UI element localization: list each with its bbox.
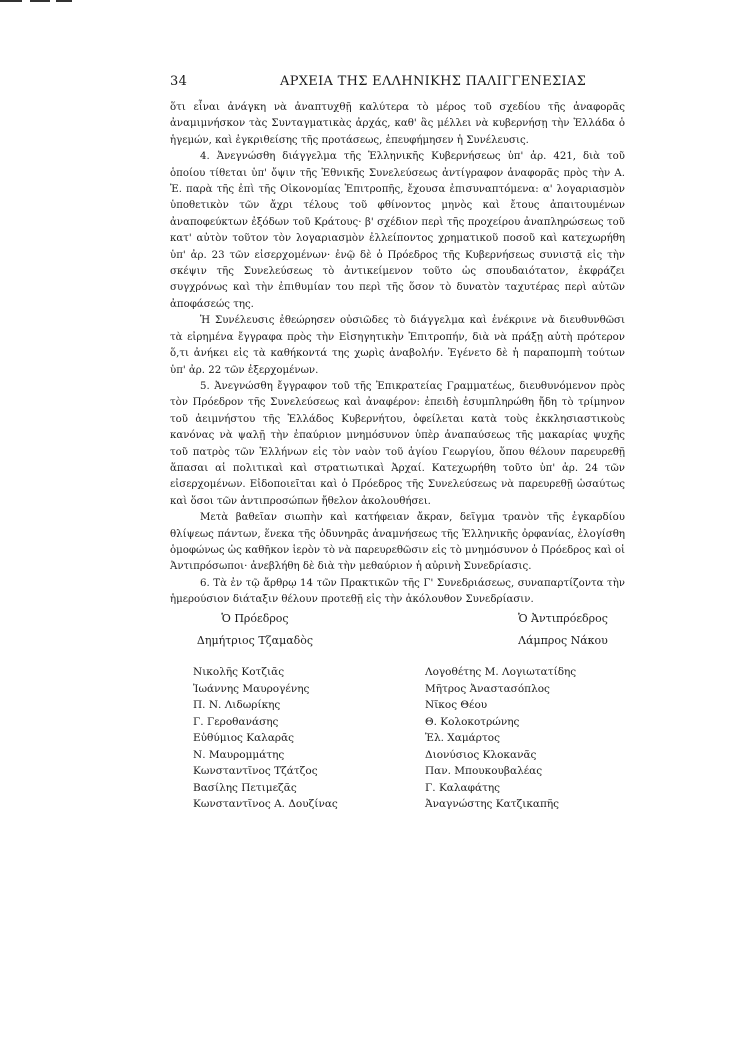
page-number: 34: [170, 74, 188, 89]
vice-president-signature: [488, 608, 638, 652]
paragraph: 4. Ἀνεγνώσθη διάγγελμα τῆς Ἑλληνικῆς Κυβερνήσεως ὑπ' ἀρ. 421, διὰ τοῦ ὁποίου τίθεται ὑπ' ὄψιν τῆς Ἐθνικῆς Συνελεύσεως ἀντίγραφον ἀναφορᾶς πρὸς τὴν Α. Ἐ. παρὰ τῆς ἐπὶ τῆς Οἰκονομίας Ἐπιτροπῆς, ἔχουσα ἐπισυναπτόμενα: α' λογαριασμὸν ὑποθετικὸν τῶν ἄχρι τέλους τοῦ φθίνοντος μηνὸς καὶ ἔτους ἀπαιτουμένων ἀναποφεύκτων ἐξόδων τοῦ Κράτους· β' σχέδιον περὶ τῆς προχείρου ἀναπληρώσεως τοῦ κατ' αὐτὸν τοῦτον τὸν λογαριασμὸν ἐλλείποντος χρηματικοῦ ποσοῦ καὶ κατεχωρήθη ὑπ' ἀρ. 23 τῶν εἰσερχομένων· ἐνῷ δὲ ὁ Πρόεδρος τῆς Κυβερνήσεως συνιστᾷ εἰς τὴν σκέψιν τῆς Συνελεύσεως τὸ ἀντικείμενον τοῦτο ὡς σπουδαιότατον, ἐκφράζει συγχρόνως καὶ τὴν ἐπιθυμίαν του περὶ τῆς ὅσον τὸ δυνατὸν ταχυτέρας περὶ αὐτῶν ἀποφάσεώς της.: [170, 151, 625, 310]
body-text: [170, 100, 625, 609]
signatory-name: Νῖκος Θέου: [425, 699, 488, 711]
signatory-name: Θ. Κολοκοτρώνης: [425, 715, 520, 728]
signatories-left: [193, 664, 338, 813]
paragraph: Μετὰ βαθεῖαν σιωπὴν καὶ κατήφειαν ἄκραν, δεῖγμα τρανὸν τῆς ἐγκαρδίου θλίψεως πάντων, ἕνεκα τῆς ὀδυνηρᾶς ἀναμνήσεως τῆς Ἑλληνικῆς ὀρφανίας, ἐλογίσθη ὁμοφώνως ὡς καθῆκον ἱερὸν τὸ νὰ παρευρεθῶσιν εἰς τὸ μνημόσυνον ὁ Πρόεδρος καὶ οἱ Ἀντιπρόσωποι· ἀνεβλήθη δὲ διὰ τὴν μεθαύριον ἡ αὐρινὴ Συνεδρίασις.: [170, 512, 625, 573]
signatory-name: Κωνσταντῖνος Τζάτζος: [193, 765, 318, 777]
paragraph: 5. Ἀνεγνώσθη ἔγγραφον τοῦ τῆς Ἐπικρατείας Γραμματέως, διευθυνόμενον πρὸς τὸν Πρόεδρον τῆς Συνελεύσεως καὶ ἀναφέρον: ἐπειδὴ ἐσυμπληρώθη ἤδη τὸ τρίμηνον τοῦ ἀειμνήστου τῆς Ἑλλάδος Κυβερνήτου, ὀφείλεται κατὰ τοὺς ἐκκλησιαστικοὺς κανόνας νὰ ψαλῇ τὴν ἐπαύριον μνημόσυνον ὑπὲρ ἀναπαύσεως τῆς μακαρίας ψυχῆς τοῦ πατρὸς τῶν Ἑλλήνων εἰς τὸν ναὸν τοῦ ἁγίου Γεωργίου, ὅπου θέλουν παρευρεθῇ ἅπασαι αἱ πολιτικαὶ καὶ στρατιωτικαὶ Ἀρχαί. Κατεχωρήθη τοῦτο ὑπ' ἀρ. 24 τῶν εἰσερχομένων. Εἰδοποιεῖται καὶ ὁ Πρόεδρος τῆς Συνελεύσεως νὰ παρευρεθῇ ὡσαύτως καὶ ὅσοι τῶν ἀντιπροσώπων ἤθελον ἀκολουθήσει.: [170, 380, 625, 507]
paragraph: 6. Τὰ ἐν τῷ ἄρθρῳ 14 τῶν Πρακτικῶν τῆς Γ' Συνεδριάσεως, συναπαρτίζοντα τὴν ἡμερούσιον διάταξιν θέλουν προτεθῇ εἰς τὴν ἀκόλουθον Συνεδρίασιν.: [170, 577, 625, 606]
signatory-name: Ἐλ. Χαμάρτος: [425, 732, 500, 744]
signatory-name: Νικολῆς Κοτζιᾶς: [193, 666, 285, 678]
scan-edge-mark: [30, 0, 50, 2]
paragraph: Ἡ Συνέλευσις ἐθεώρησεν οὐσιῶδες τὸ διάγγελμα καὶ ἐνέκρινε νὰ διευθυνθῶσι τὰ εἰρημένα ἔγγραφα πρὸς τὴν Εἰσηγητικὴν Ἐπιτροπήν, διὰ νὰ πράξῃ αὐτὴ πρότερον ὅ,τι ἀνήκει εἰς τὰ καθήκοντά της χωρὶς ἀναβολήν. Ἐγένετο δὲ ἡ παραπομπὴ τούτων ὑπ' ἀρ. 22 τῶν ἐξερχομένων.: [170, 315, 625, 376]
president-name: Δημήτριος Τζαμαδὸς: [196, 634, 314, 647]
signatory-name: Γ. Καλαφάτης: [425, 781, 501, 794]
signatory-name: Ν. Μαυρομμάτης: [193, 748, 285, 761]
signatories-right: [425, 664, 576, 813]
vice-president-name: Λάμπρος Νάκου: [518, 634, 608, 647]
signatory-name: Λογοθέτης Μ. Λογιωτατίδης: [425, 666, 577, 678]
signatory-name: Κωνσταντῖνος Α. Δουζίνας: [193, 798, 338, 810]
president-title: Ὁ Πρόεδρος: [221, 612, 289, 625]
scan-edge-mark: [56, 0, 72, 2]
running-title: ΑΡΧΕΙΑ ΤΗΣ ΕΛΛΗΝΙΚΗΣ ΠΑΛΙΓΓΕΝΕΣΙΑΣ: [280, 74, 587, 89]
signatory-name: Ἀναγνώστης Κατζικαπῆς: [425, 798, 560, 810]
president-signature: [170, 608, 340, 652]
vice-president-title: Ὁ Ἀντιπρόεδρος: [518, 612, 608, 625]
scan-edge-mark: [0, 0, 22, 2]
signatory-name: Ἰωάννης Μαυρογένης: [193, 682, 310, 695]
signatory-name: Παν. Μπουκουβαλέας: [425, 765, 543, 777]
signatory-name: Βασίλης Πετιμεζᾶς: [193, 781, 297, 794]
paragraph: ὅτι εἶναι ἀνάγκη νὰ ἀναπτυχθῇ καλύτερα τὸ μέρος τοῦ σχεδίου τῆς ἀναφορᾶς ἀναμιμνήσκον τὰς Συνταγματικὰς ἀρχάς, καθ' ἃς μέλλει νὰ κυβερνήσῃ τὴν Ἑλλάδα ὁ ἡγεμών, καὶ ἐγκριθείσης τῆς προτάσεως, ἐπευφήμησεν ἡ Συνέλευσις.: [170, 102, 625, 146]
signatory-name: Διονύσιος Κλοκανᾶς: [425, 748, 537, 761]
signatory-name: Μῆτρος Ἀναστασόπλος: [425, 682, 550, 695]
signatory-name: Εὐθύμιος Καλαρᾶς: [193, 732, 295, 744]
signatory-name: Π. Ν. Λιδωρίκης: [193, 699, 281, 711]
signatory-name: Γ. Γεροθανάσης: [193, 715, 279, 728]
